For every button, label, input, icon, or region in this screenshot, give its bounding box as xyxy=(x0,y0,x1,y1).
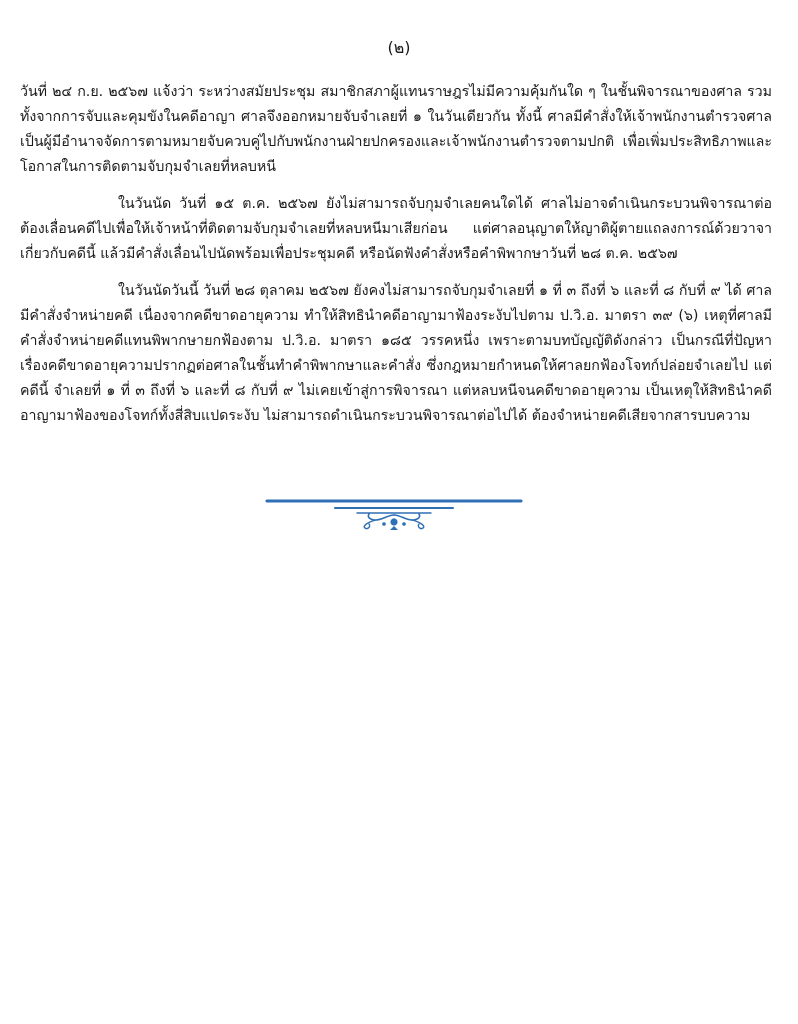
decorative-divider-icon xyxy=(265,495,523,531)
page-number: (๒) xyxy=(387,38,411,57)
paragraph-2: ในวันนัด วันที่ ๑๕ ต.ค. ๒๕๖๗ ยังไม่สามารถจับกุมจำเลยคนใดได้ ศาลไม่อาจดำเนินกระบวนพิจารณาต่อ ต้องเลื่อนคดีไปเพื่อให้เจ้าหน้าที่ติดตามจับกุมจำเลยที่หลบหนีมาเสียก่อน แต่ศาลอนุญาตให้ญาติผู้ตายแถลงการณ์ด้วยวาจาเกี่ยวกับคดีนี้ แล้วมีคำสั่งเลื่อนไปนัดพร้อมเพื่อประชุมคดี หรือนัดฟังคำสั่งหรือคำพิพากษาวันที่ ๒๘ ต.ค. ๒๕๖๗ xyxy=(20,196,772,262)
paragraph-1: วันที่ ๒๔ ก.ย. ๒๕๖๗ แจ้งว่า ระหว่างสมัยประชุม สมาชิกสภาผู้แทนราษฎรไม่มีความคุ้มกันใด ๆ ในชั้นพิจารณาของศาล รวมทั้งจากการจับและคุมขังในคดีอาญา ศาลจึงออกหมายจับจำเลยที่ ๑ ในวันเดียวกัน ทั้งนี้ ศาลมีคำสั่งให้เจ้าพนักงานตำรวจศาลเป็นผู้มีอำนาจจัดการตามหมายจับควบคู่ไปกับพนักงานฝ่ายปกครองและเจ้าพนักงานตำรวจตามปกติ เพื่อเพิ่มประสิทธิภาพและโอกาสในการติดตามจับกุมจำเลยที่หลบหนี xyxy=(20,84,772,175)
document-body xyxy=(20,80,772,441)
paragraph-3: ในวันนัดวันนี้ วันที่ ๒๘ ตุลาคม ๒๕๖๗ ยังคงไม่สามารถจับกุมจำเลยที่ ๑ ที่ ๓ ถึงที่ ๖ และที่ ๘ กับที่ ๙ ได้ ศาลมีคำสั่งจำหน่ายคดี เนื่องจากคดีขาดอายุความ ทำให้สิทธินำคดีอาญามาฟ้องระงับไปตาม ป.วิ.อ. มาตรา ๓๙ (๖) เหตุที่ศาลมีคำสั่งจำหน่ายคดีแทนพิพากษายกฟ้องตาม ป.วิ.อ. มาตรา ๑๘๕ วรรคหนึ่ง เพราะตามบทบัญญัติดังกล่าว เป็นกรณีที่ปัญหาเรื่องคดีขาดอายุความปรากฏต่อศาลในชั้นทำคำพิพากษาและคำสั่ง ซึ่งกฎหมายกำหนดให้ศาลยกฟ้องโจทก์ปล่อยจำเลยไป แต่คดีนี้ จำเลยที่ ๑ ที่ ๓ ถึงที่ ๖ และที่ ๘ กับที่ ๙ ไม่เคยเข้าสู่การพิจารณา แต่หลบหนีจนคดีขาดอายุความ เป็นเหตุให้สิทธินำคดีอาญามาฟ้องของโจทก์ทั้งสี่สิบแปดระงับ ไม่สามารถดำเนินกระบวนพิจารณาต่อไปได้ ต้องจำหน่ายคดีเสียจากสารบบความ xyxy=(20,283,772,424)
